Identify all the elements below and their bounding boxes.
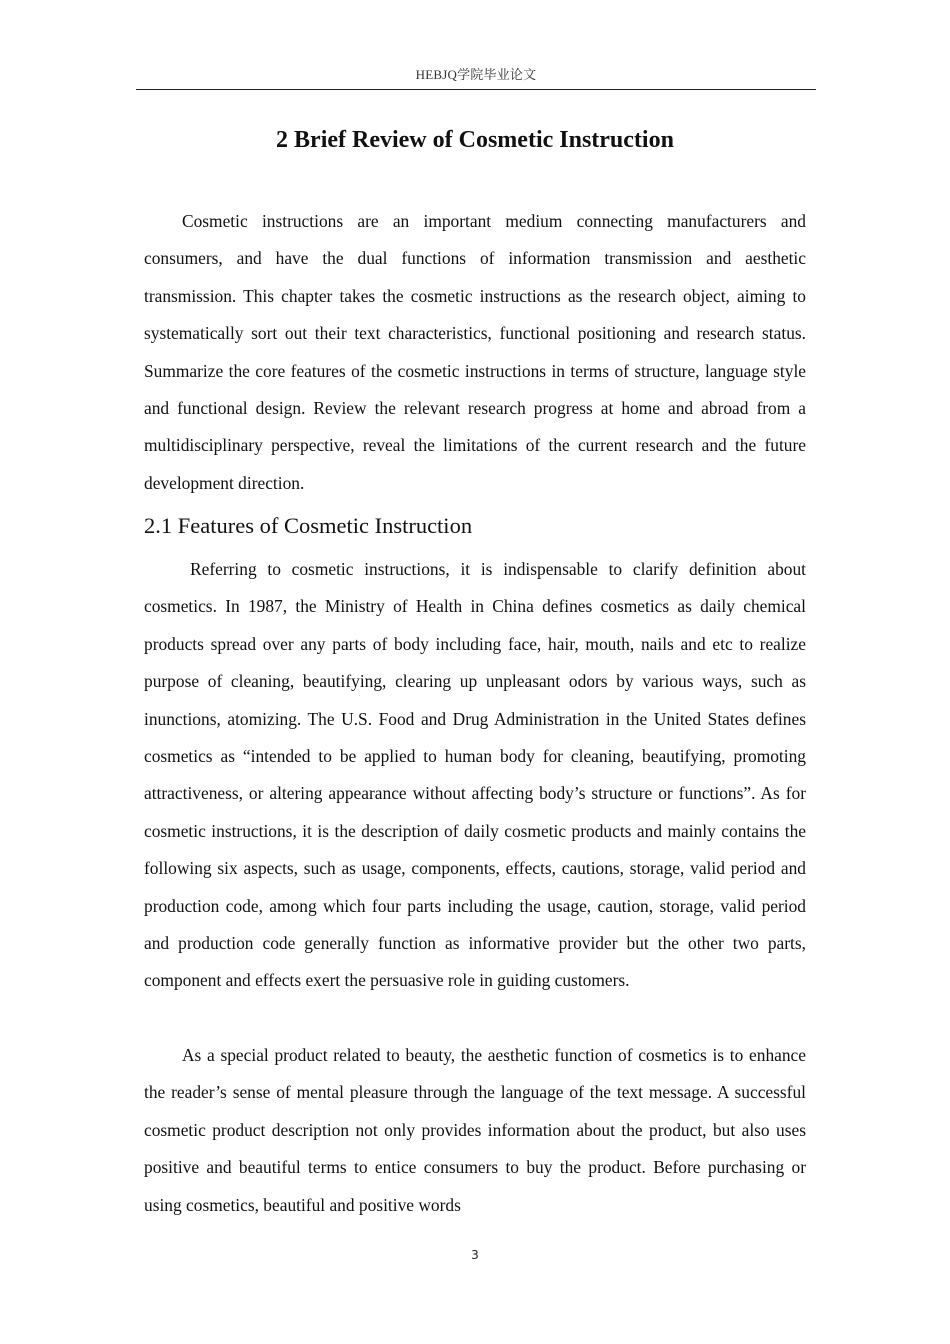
intro-paragraph: Cosmetic instructions are an important medium connecting manufacturers and consumers, and have the dual functions of information transmission and aesthetic transmission. This chapter takes the cosmetic instructions as the research object, aiming to systematically sort out their text characteristics, functional positioning and research status. Summarize the core features of the cosmetic instructions in terms of structure, language style and functional design. Review the relevant research progress at home and abroad from a multidisciplinary perspective, reveal the limitations of the current research and the future development direction. [144,211,806,493]
header-divider [136,89,816,90]
features-paragraph-1: Referring to cosmetic instructions, it is indispensable to clarify definition about cosmetics. In 1987, the Ministry of Health in China defines cosmetics as daily chemical products spread over any parts of body including face, hair, mouth, nails and etc to realize purpose of cleaning, beautifying, clearing up unpleasant odors by various ways, such as inunctions, atomizing. The U.S. Food and Drug Administration in the United States defines cosmetics as “intended to be applied to human body for cleaning, beautifying, promoting attractiveness, or altering appearance without affecting body’s structure or functions”. As for cosmetic instructions, it is the description of daily cosmetic products and mainly contains the following six aspects, such as usage, components, effects, cautions, storage, valid period and production code, among which four parts including the usage, caution, storage, valid period and production code generally function as informative provider but the other two parts, component and effects exert the persuasive role in guiding customers. [144,559,806,991]
running-header: HEBJQ学院毕业论文 [415,67,537,82]
features-paragraph-2: As a special product related to beauty, the aesthetic function of cosmetics is to enhance the reader’s sense of mental pleasure through the language of the text message. A successful cosmetic product description not only provides information about the product, but also uses positive and beautiful terms to entice consumers to buy the product. Before purchasing or using cosmetics, beautiful and positive words [144,1045,806,1215]
chapter-title: 2 Brief Review of Cosmetic Instruction [276,127,674,153]
section-heading: 2.1 Features of Cosmetic Instruction [144,513,473,538]
page-number: 3 [471,1248,479,1262]
